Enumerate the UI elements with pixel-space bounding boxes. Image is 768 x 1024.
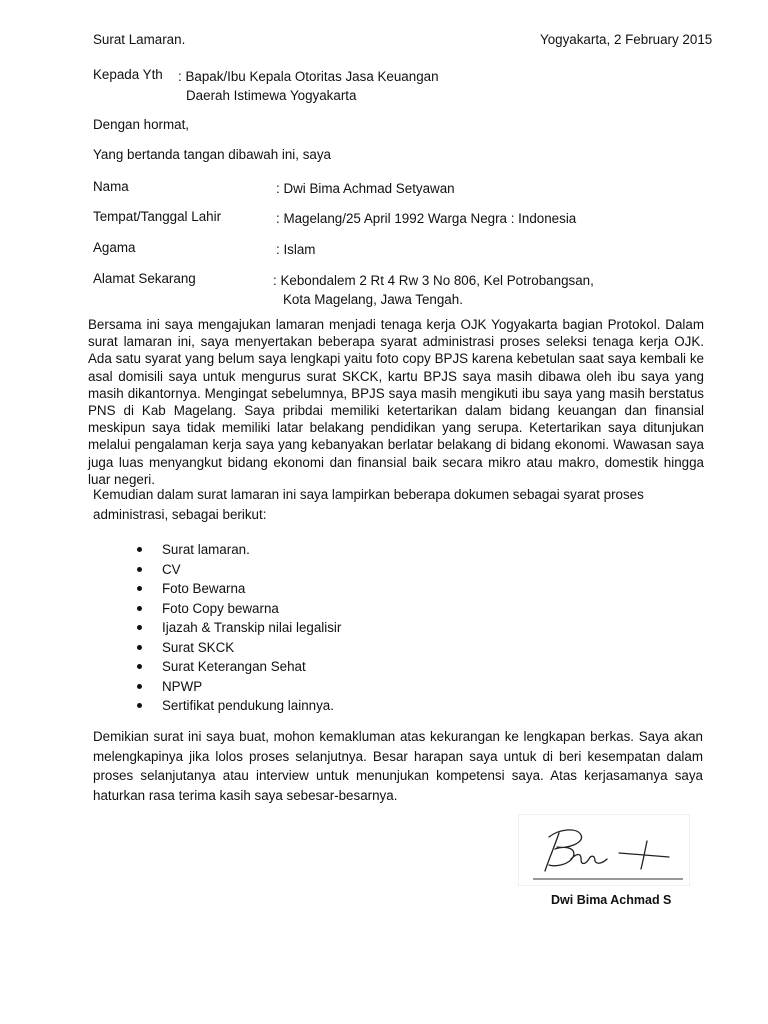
field-label-nama: Nama [93, 179, 129, 194]
body-paragraph-2: Kemudian dalam surat lamaran ini saya lampirkan beberapa dokumen sebagai syarat proses administrasi, sebagai berikut: [93, 487, 644, 522]
signature-image [519, 815, 689, 885]
recipient-line-1: : Bapak/Ibu Kepala Otoritas Jasa Keuangan [178, 69, 439, 84]
bullet-icon [137, 547, 142, 552]
recipient-address [178, 67, 439, 105]
alamat-line-2: Kota Magelang, Jawa Tengah. [283, 292, 463, 307]
letter-title: Surat Lamaran. [93, 32, 186, 47]
list-item: Surat SKCK [120, 638, 341, 658]
list-item: Ijazah & Transkip nilai legalisir [120, 618, 341, 638]
recipient-line-2: Daerah Istimewa Yogyakarta [186, 88, 357, 103]
alamat-line-1: : Kebondalem 2 Rt 4 Rw 3 No 806, Kel Potrobangsan, [273, 273, 594, 288]
bullet-icon [137, 625, 142, 630]
field-value-agama: : Islam [276, 242, 316, 257]
bullet-icon [137, 567, 142, 572]
field-value-alamat [273, 271, 594, 309]
list-item: NPWP [120, 677, 341, 697]
body-paragraph-3: Demikian surat ini saya buat, mohon kemakluman atas kekurangan ke lengkapan berkas. Saya akan melengkapinya jika lolos proses selanjutnya. Besar harapan saya untuk di beri kesempatan dalam proses selanjutanya atau interview untuk menunjukan kompetensi saya. Atas kerjasamanya saya haturkan rasa terima kasih saya sebesar-besarnya. [93, 729, 703, 803]
recipient-label: Kepada Yth [93, 67, 163, 82]
signer-name: Dwi Bima Achmad S [551, 893, 672, 907]
field-label-alamat: Alamat Sekarang [93, 271, 196, 286]
intro-line: Yang bertanda tangan dibawah ini, saya [93, 147, 331, 162]
list-item: Surat lamaran. [120, 540, 341, 560]
list-item: CV [120, 560, 341, 580]
bullet-icon [137, 664, 142, 669]
bullet-icon [137, 645, 142, 650]
bullet-icon [137, 703, 142, 708]
greeting: Dengan hormat, [93, 117, 190, 132]
field-label-ttl: Tempat/Tanggal Lahir [93, 209, 222, 224]
list-item: Sertifikat pendukung lainnya. [120, 696, 341, 716]
field-value-nama: : Dwi Bima Achmad Setyawan [276, 181, 455, 196]
field-value-ttl: : Magelang/25 April 1992 Warga Negra : Indonesia [276, 211, 577, 226]
bullet-icon [137, 684, 142, 689]
bullet-icon [137, 586, 142, 591]
body-paragraph-1: Bersama ini saya mengajukan lamaran menjadi tenaga kerja OJK Yogyakarta bagian Protokol. Dalam surat lamaran ini, saya menyertakan beberapa syarat administrasi proses seleksi tenaga kerja OJK. Ada satu syarat yang belum saya lengkapi yaitu foto copy BPJS karena kebetulan saat saya kembali ke asal domisili saya untuk mengurus surat SKCK, kartu BPJS saya masih dibawa oleh ibu saya yang masih dikantornya. Mengingat sebelumnya, BPJS saya masih mengikuti ibu saya yang masih berstatus PNS di Kab Magelang. Saya pribdai memiliki ketertarikan dalam bidang keuangan dan finansial meskipun saya tidak memiliki latar belakang pendidikan yang serupa. Ketertarikan saya ditunjukan melalui pengalaman kerja saya yang kebanyakan berlatar belakang di bidang ekonomi. Wawasan saya juga luas menyangkut bidang ekonomi dan finansial baik secara mikro atau makro, domestik hingga luar negeri. [88, 317, 704, 487]
bullet-icon [137, 606, 142, 611]
list-item: Surat Keterangan Sehat [120, 657, 341, 677]
field-label-agama: Agama [93, 240, 136, 255]
letter-place-date: Yogyakarta, 2 February 2015 [540, 32, 713, 47]
list-item: Foto Bewarna [120, 579, 341, 599]
signature-icon [519, 815, 689, 885]
document-list [120, 540, 341, 716]
list-item: Foto Copy bewarna [120, 599, 341, 619]
